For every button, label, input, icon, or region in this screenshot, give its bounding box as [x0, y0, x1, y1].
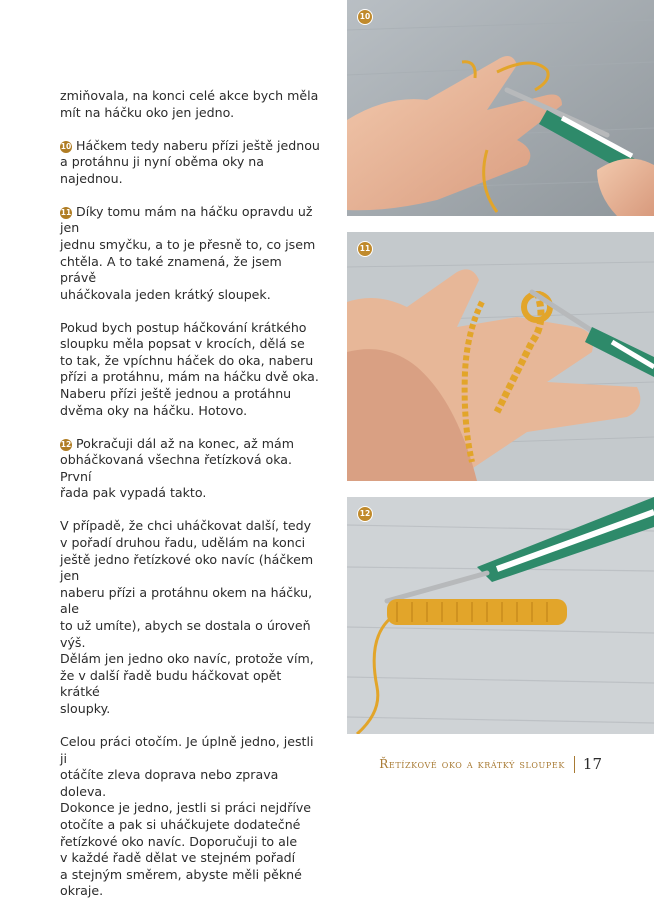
photo-step-12 — [347, 497, 654, 734]
hand-crochet-photo-icon — [347, 232, 654, 481]
photo-step-10 — [347, 0, 654, 216]
step-number-marker: 11 — [60, 207, 72, 217]
body-text-column — [60, 88, 320, 916]
paragraph-intro: zmiňovala, na konci celé akce bych měla mít na háčku oko jen jedno. — [60, 88, 319, 120]
paragraph-step-12 — [60, 436, 320, 502]
crochet-row-photo-icon — [347, 497, 654, 734]
photo-step-badge: 11 — [357, 241, 373, 257]
paragraph-turn-work: Celou práci otočím. Je úplně jedno, jestli ji otáčíte zleva doprava nebo zprava doleva. Dokonce je jedno, jestli si práci nejdříve otočíte a pak si uháčkujete dodatečné řetízkové oko navíc. Doporučuji to ale v každé řadě dělat ve stejném pořadí a stejným směrem, abyste měli pěkné okraje. — [60, 733, 314, 899]
step-number-marker: 12 — [60, 439, 72, 449]
photo-step-11 — [347, 232, 654, 481]
page-number: 17 — [582, 755, 602, 773]
photo-step-badge: 12 — [357, 506, 373, 522]
paragraph-steps-explained: Pokud bych postup háčkování krátkého sloupku měla popsat v krocích, dělá se to tak, že vpíchnu háček do oka, naberu přízi a protáhnu, mám na háčku dvě oka. Naberu přízi ještě jednou a protáhnu dvěma oky na háčku. Hotovo. — [60, 319, 319, 418]
step-number-marker: 10 — [60, 141, 72, 151]
paragraph-text: Pokračuji dál až na konec, až mám obháčkovaná všechna řetízková oka. První řada pak vypadá takto. — [60, 435, 294, 501]
paragraph-text: Háčkem tedy naberu přízi ještě jednou a protáhnu ji nyní oběma oky na najednou. — [60, 137, 320, 186]
paragraph-step-11 — [60, 204, 320, 304]
paragraph-second-row: V případě, že chci uháčkovat další, tedy v pořadí druhou řadu, udělám na konci ještě jedno řetízkové oko navíc (háčkem jen naberu přízi a protáhnu okem na háčku, ale to už umíte), abych se dostala o úroveň výš. Dělám jen jedno oko navíc, protože vím, že v další řadě budu háčkovat opět krátké sloupky. — [60, 518, 314, 716]
paragraph-text: Díky tomu mám na háčku opravdu už jen jednu smyčku, a to je přesně to, co jsem chtěla. A to také znamená, že jsem právě uháčkovala jeden krátký sloupek. — [60, 203, 316, 302]
hand-crochet-photo-icon — [347, 0, 654, 216]
running-title: Řetízkové oko a krátký sloupek — [379, 757, 565, 771]
paragraph-step-10 — [60, 138, 320, 188]
footer-divider — [574, 756, 575, 773]
photo-step-badge: 10 — [357, 9, 373, 25]
page-footer — [379, 754, 602, 774]
